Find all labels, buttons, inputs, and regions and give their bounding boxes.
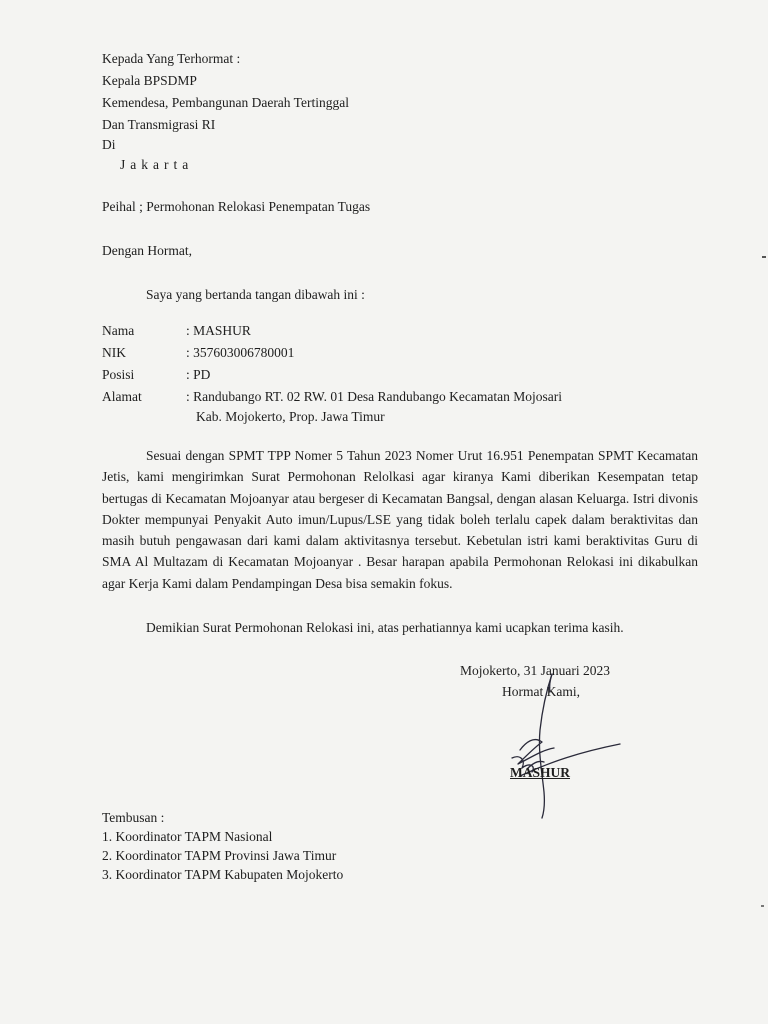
signature-place-date: Mojokerto, 31 Januari 2023 xyxy=(460,663,610,678)
closing-paragraph: Demikian Surat Permohonan Relokasi ini, atas perhatiannya kami ucapkan terima kasih. xyxy=(146,620,624,635)
cc-item: 2. Koordinator TAPM Provinsi Jawa Timur xyxy=(102,848,337,863)
cc-title: Tembusan : xyxy=(102,810,165,825)
recipient-line-1: Kepala BPSDMP xyxy=(102,73,197,88)
cc-item: 1. Koordinator TAPM Nasional xyxy=(102,829,273,844)
recipient-salutation: Kepada Yang Terhormat : xyxy=(102,51,241,66)
subject-line: Peihal ; Permohonan Relokasi Penempatan Tugas xyxy=(102,199,371,214)
body-paragraph-block xyxy=(102,445,698,594)
recipient-city: Jakarta xyxy=(120,157,194,172)
cc-block xyxy=(102,808,343,884)
identity-label: NIK xyxy=(102,345,126,360)
address-continuation: Kab. Mojokerto, Prop. Jawa Timur xyxy=(196,409,385,424)
identity-value: : Randubango RT. 02 RW. 01 Desa Randubango Kecamatan Mojosari xyxy=(186,389,562,404)
scan-artifact xyxy=(761,905,764,907)
identity-label: Posisi xyxy=(102,367,135,382)
signature-name: MASHUR xyxy=(510,765,570,780)
identity-value: : MASHUR xyxy=(186,323,251,338)
scan-artifact xyxy=(762,256,766,258)
identity-value: : PD xyxy=(186,367,211,382)
cc-item: 3. Koordinator TAPM Kabupaten Mojokerto xyxy=(102,867,344,882)
recipient-line-3: Dan Transmigrasi RI xyxy=(102,117,216,132)
recipient-at: Di xyxy=(102,137,116,152)
recipient-line-2: Kemendesa, Pembangunan Daerah Tertinggal xyxy=(102,95,349,110)
identity-label: Nama xyxy=(102,323,135,338)
greeting: Dengan Hormat, xyxy=(102,243,192,258)
body-paragraph: Sesuai dengan SPMT TPP Nomer 5 Tahun 2023 Nomer Urut 16.951 Penempatan SPMT Kecamatan Jetis, kami mengirimkan Surat Permohonan Relolkasi agar kiranya Kami diberikan Kesempatan tetap bertugas di Kecamatan Mojoanyar atau bergeser di Kecamatan Bangsal, dengan alasan Keluarga. Istri divonis Dokter mempunyai Penyakit Auto imun/Lupus/LSE yang tidak boleh terlalu capek dalam beraktivitas dan masih butuh pengawasan dari kami dalam aktivitasnya tersebut. Kebetulan istri kami beraktivitas Guru di SMA Al Multazam di Kecamatan Mojoanyar . Besar harapan apabila Permohonan Relokasi ini dikabulkan agar Kerja Kami dalam Pendampingan Desa bisa semakin fokus. xyxy=(102,448,698,591)
identity-label: Alamat xyxy=(102,389,142,404)
signature-regards: Hormat Kami, xyxy=(502,684,580,699)
intro-line: Saya yang bertanda tangan dibawah ini : xyxy=(146,287,365,302)
identity-value: : 357603006780001 xyxy=(186,345,295,360)
handwritten-signature xyxy=(490,672,630,822)
